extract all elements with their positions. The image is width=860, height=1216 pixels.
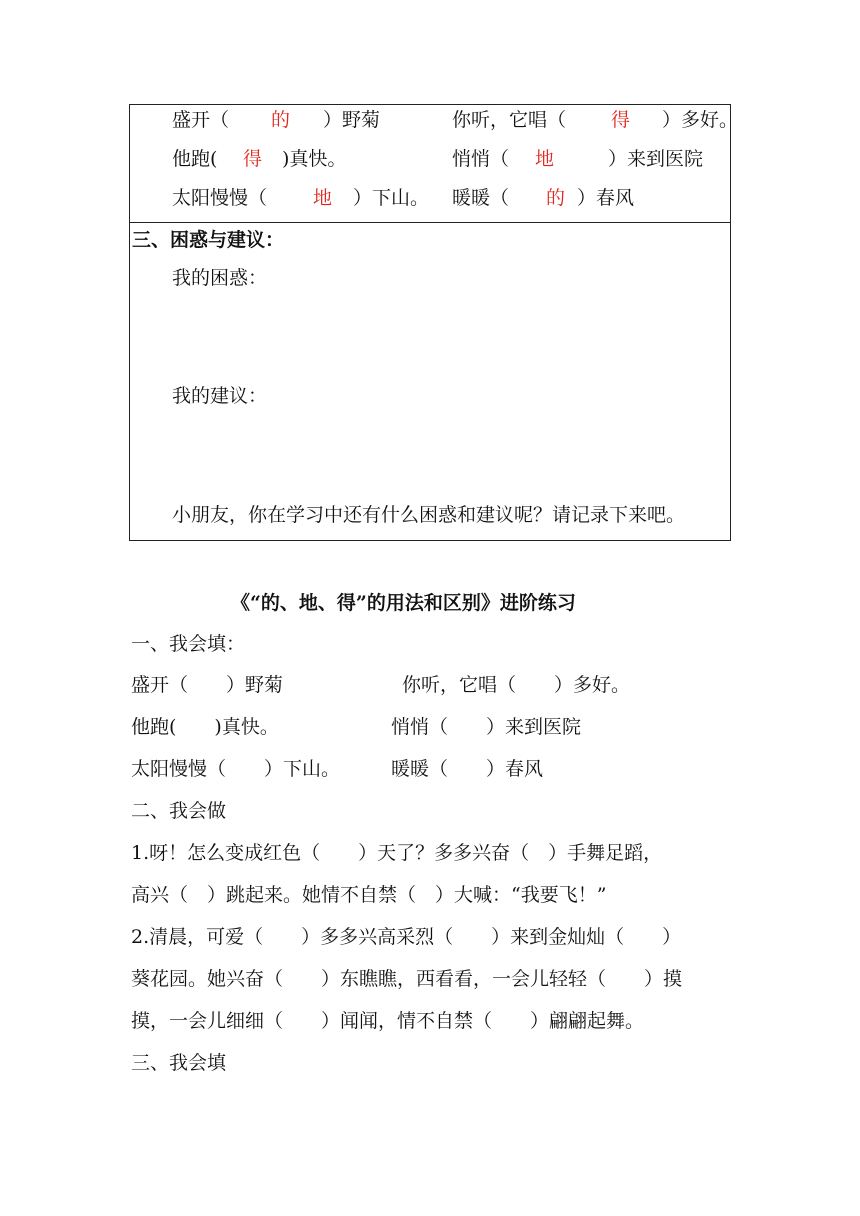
table-divider — [129, 222, 731, 223]
table-row2-left-suffix: )真快。 — [282, 148, 347, 170]
table-row3-left-suffix: ）下山。 — [353, 187, 430, 209]
part1-heading: 一、我会填： — [131, 633, 246, 655]
confusion-label: 我的困惑： — [172, 267, 268, 289]
practice-title: 《“的、地、得”的用法和区别》进阶练习 — [231, 592, 576, 614]
table-row2-right-prefix: 悄悄（ — [452, 148, 510, 170]
table-row3-right-prefix: 暖暖（ — [452, 187, 510, 209]
part1-row3-right: 暖暖（ ）春风 — [391, 758, 544, 780]
table-row2-left-prefix: 他跑( — [172, 148, 218, 170]
table-row2-right-suffix: ）来到医院 — [608, 148, 704, 170]
table-row1-left-prefix: 盛开（ — [172, 109, 230, 131]
part2-q1-line2: 高兴（ ）跳起来。她情不自禁（ ）大喊：“我要飞！” — [131, 884, 607, 906]
part1-row1-left: 盛开（ ）野菊 — [131, 674, 284, 696]
table-row3-right-answer: 的 — [546, 187, 566, 209]
reflection-prompt: 小朋友，你在学习中还有什么困惑和建议呢？请记录下来吧。 — [172, 504, 686, 526]
part2-q2-line3: 摸，一会儿细细（ ）闻闻，情不自禁（ ）翩翩起舞。 — [131, 1010, 645, 1032]
part3-heading: 三、我会填 — [131, 1052, 227, 1074]
part2-q2-line2: 葵花园。她兴奋（ ）东瞧瞧，西看看，一会儿轻轻（ ）摸 — [131, 968, 683, 990]
part2-q2-line1: 2.清晨，可爱（ ）多多兴高采烈（ ）来到金灿灿（ ） — [131, 926, 682, 948]
part1-row2-right: 悄悄（ ）来到医院 — [391, 716, 582, 738]
table-row1-right-prefix: 你听，它唱（ — [452, 109, 567, 131]
table-row2-right-answer: 地 — [535, 148, 555, 170]
table-row3-left-prefix: 太阳慢慢（ — [172, 187, 268, 209]
table-row1-left-answer: 的 — [271, 109, 291, 131]
table-row1-left-suffix: ）野菊 — [323, 109, 381, 131]
part2-heading: 二、我会做 — [131, 800, 227, 822]
part2-q1-line1: 1.呀！怎么变成红色（ ）天了？多多兴奋（ ）手舞足蹈， — [131, 842, 663, 864]
table-row3-right-suffix: ）春风 — [577, 187, 635, 209]
part1-row2-left: 他跑( )真快。 — [131, 716, 279, 738]
table-row2-left-answer: 得 — [243, 148, 263, 170]
part1-row3-left: 太阳慢慢（ ）下山。 — [131, 758, 341, 780]
table-row3-left-answer: 地 — [313, 187, 333, 209]
part1-row1-right: 你听，它唱（ ）多好。 — [402, 674, 631, 696]
table-section3-heading: 三、困惑与建议： — [132, 229, 285, 251]
suggestion-label: 我的建议： — [172, 385, 268, 407]
table-row1-right-answer: 得 — [611, 109, 631, 131]
table-row1-right-suffix: ）多好。 — [662, 109, 739, 131]
